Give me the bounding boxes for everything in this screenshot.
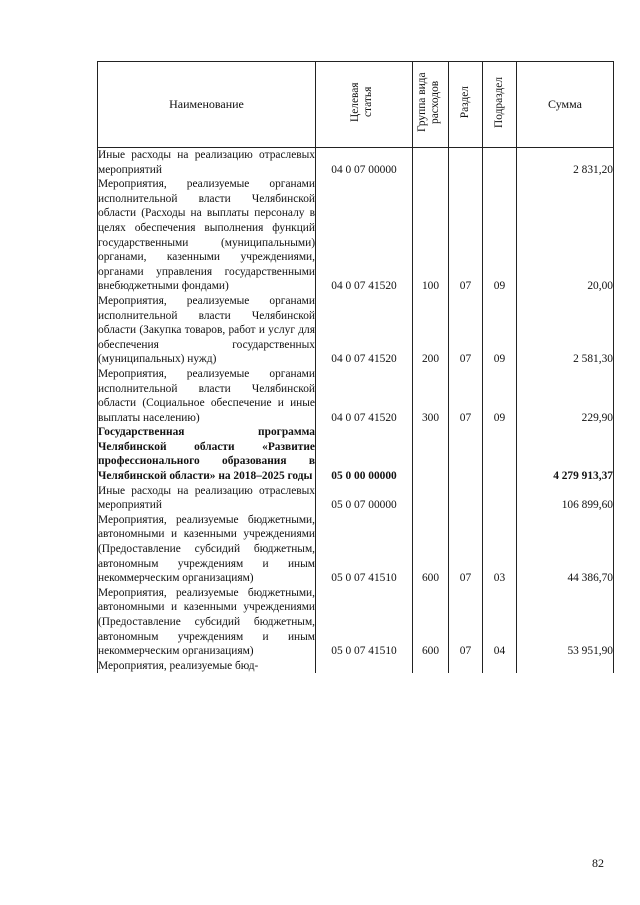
row-expense-group-cell bbox=[413, 659, 449, 674]
budget-table bbox=[97, 61, 614, 673]
row-name-cell: Мероприятия, реализуемые бюджетными, автономными и казенными учреждениями (Предоставление субсидий бюджетным, автономным учреждениям и иным некоммерческим организациям) bbox=[98, 586, 315, 658]
table-row bbox=[98, 513, 614, 586]
page-number: 82 bbox=[592, 856, 604, 870]
row-section-cell: 07 bbox=[449, 294, 483, 367]
header-expense-group: Группа вида расходов bbox=[413, 62, 449, 148]
row-sum-cell: 4 279 913,37 bbox=[517, 425, 614, 483]
row-name-cell: Государственная программа Челябинской области «Развитие профессионального образования в Челябинской области» на 2018–2025 годы bbox=[98, 426, 315, 483]
row-subsection-cell bbox=[483, 659, 517, 674]
row-sum-cell: 44 386,70 bbox=[517, 513, 614, 586]
row-expense-group-cell: 600 bbox=[413, 513, 449, 586]
row-subsection-cell: 09 bbox=[483, 177, 517, 294]
table-row bbox=[98, 586, 614, 659]
row-sum-cell: 2 831,20 bbox=[517, 148, 614, 178]
row-subsection-cell: 09 bbox=[483, 367, 517, 425]
row-expense-group-cell: 100 bbox=[413, 177, 449, 294]
row-target-article-cell: 05 0 00 00000 bbox=[316, 425, 413, 483]
row-name-cell: Иные расходы на реализацию отраслевых мероприятий bbox=[98, 484, 315, 512]
table-row bbox=[98, 484, 614, 513]
table-row bbox=[98, 659, 614, 674]
header-section: Раздел bbox=[449, 62, 483, 148]
row-section-cell bbox=[449, 148, 483, 178]
row-section-cell bbox=[449, 425, 483, 483]
row-sum-cell: 106 899,60 bbox=[517, 484, 614, 513]
row-subsection-cell: 04 bbox=[483, 586, 517, 659]
row-expense-group-cell: 600 bbox=[413, 586, 449, 659]
row-subsection-cell: 03 bbox=[483, 513, 517, 586]
row-sum-cell: 53 951,90 bbox=[517, 586, 614, 659]
row-subsection-cell: 09 bbox=[483, 294, 517, 367]
row-section-cell: 07 bbox=[449, 513, 483, 586]
row-sum-cell: 20,00 bbox=[517, 177, 614, 294]
table-row bbox=[98, 294, 614, 367]
row-target-article-cell: 05 0 07 41510 bbox=[316, 513, 413, 586]
header-target-article: Целевая статья bbox=[316, 62, 413, 148]
row-expense-group-cell bbox=[413, 484, 449, 513]
row-sum-cell: 229,90 bbox=[517, 367, 614, 425]
header-sum: Сумма bbox=[517, 62, 614, 148]
row-section-cell bbox=[449, 659, 483, 674]
row-name-cell: Мероприятия, реализуемые органами исполнительной власти Челябинской области (Социальное обеспечение и иные выплаты населению) bbox=[98, 367, 315, 424]
row-target-article-cell: 04 0 07 41520 bbox=[316, 367, 413, 425]
row-target-article-cell bbox=[316, 659, 413, 674]
row-subsection-cell bbox=[483, 148, 517, 178]
row-expense-group-cell bbox=[413, 148, 449, 178]
table-row bbox=[98, 177, 614, 294]
row-target-article-cell: 04 0 07 41520 bbox=[316, 294, 413, 367]
row-target-article-cell: 04 0 07 41520 bbox=[316, 177, 413, 294]
row-expense-group-cell: 200 bbox=[413, 294, 449, 367]
row-section-cell: 07 bbox=[449, 177, 483, 294]
row-expense-group-cell bbox=[413, 425, 449, 483]
table-row bbox=[98, 425, 614, 483]
table-row bbox=[98, 148, 614, 178]
table-row bbox=[98, 367, 614, 425]
row-section-cell: 07 bbox=[449, 586, 483, 659]
row-name-cell: Иные расходы на реализацию отраслевых мероприятий bbox=[98, 149, 315, 176]
header-name: Наименование bbox=[98, 62, 316, 148]
row-name-cell: Мероприятия, реализуемые бюд- bbox=[98, 659, 316, 674]
table-header bbox=[98, 62, 614, 148]
row-target-article-cell: 04 0 07 00000 bbox=[316, 148, 413, 178]
row-expense-group-cell: 300 bbox=[413, 367, 449, 425]
row-name-cell: Мероприятия, реализуемые бюджетными, автономными и казенными учреждениями (Предоставление субсидий бюджетным, автономным учреждениям и иным некоммерческим организациям) bbox=[98, 513, 315, 585]
row-section-cell: 07 bbox=[449, 367, 483, 425]
row-sum-cell: 2 581,30 bbox=[517, 294, 614, 367]
row-name-cell: Мероприятия, реализуемые органами исполнительной власти Челябинской области (Расходы на выплаты персоналу в целях обеспечения выполнения функций государственными (муниципальными) органами, казенными учреждениями, органами управления государственными внебюджетными фондами) bbox=[98, 178, 315, 293]
row-section-cell bbox=[449, 484, 483, 513]
row-sum-cell bbox=[517, 659, 614, 674]
table-body bbox=[98, 148, 614, 674]
row-target-article-cell: 05 0 07 41510 bbox=[316, 586, 413, 659]
header-subsection: Подраздел bbox=[483, 62, 517, 148]
row-subsection-cell bbox=[483, 484, 517, 513]
row-target-article-cell: 05 0 07 00000 bbox=[316, 484, 413, 513]
row-subsection-cell bbox=[483, 425, 517, 483]
row-name-cell: Мероприятия, реализуемые органами исполнительной власти Челябинской области (Закупка товаров, работ и услуг для обеспечения государственных (муниципальных) нужд) bbox=[98, 294, 315, 366]
